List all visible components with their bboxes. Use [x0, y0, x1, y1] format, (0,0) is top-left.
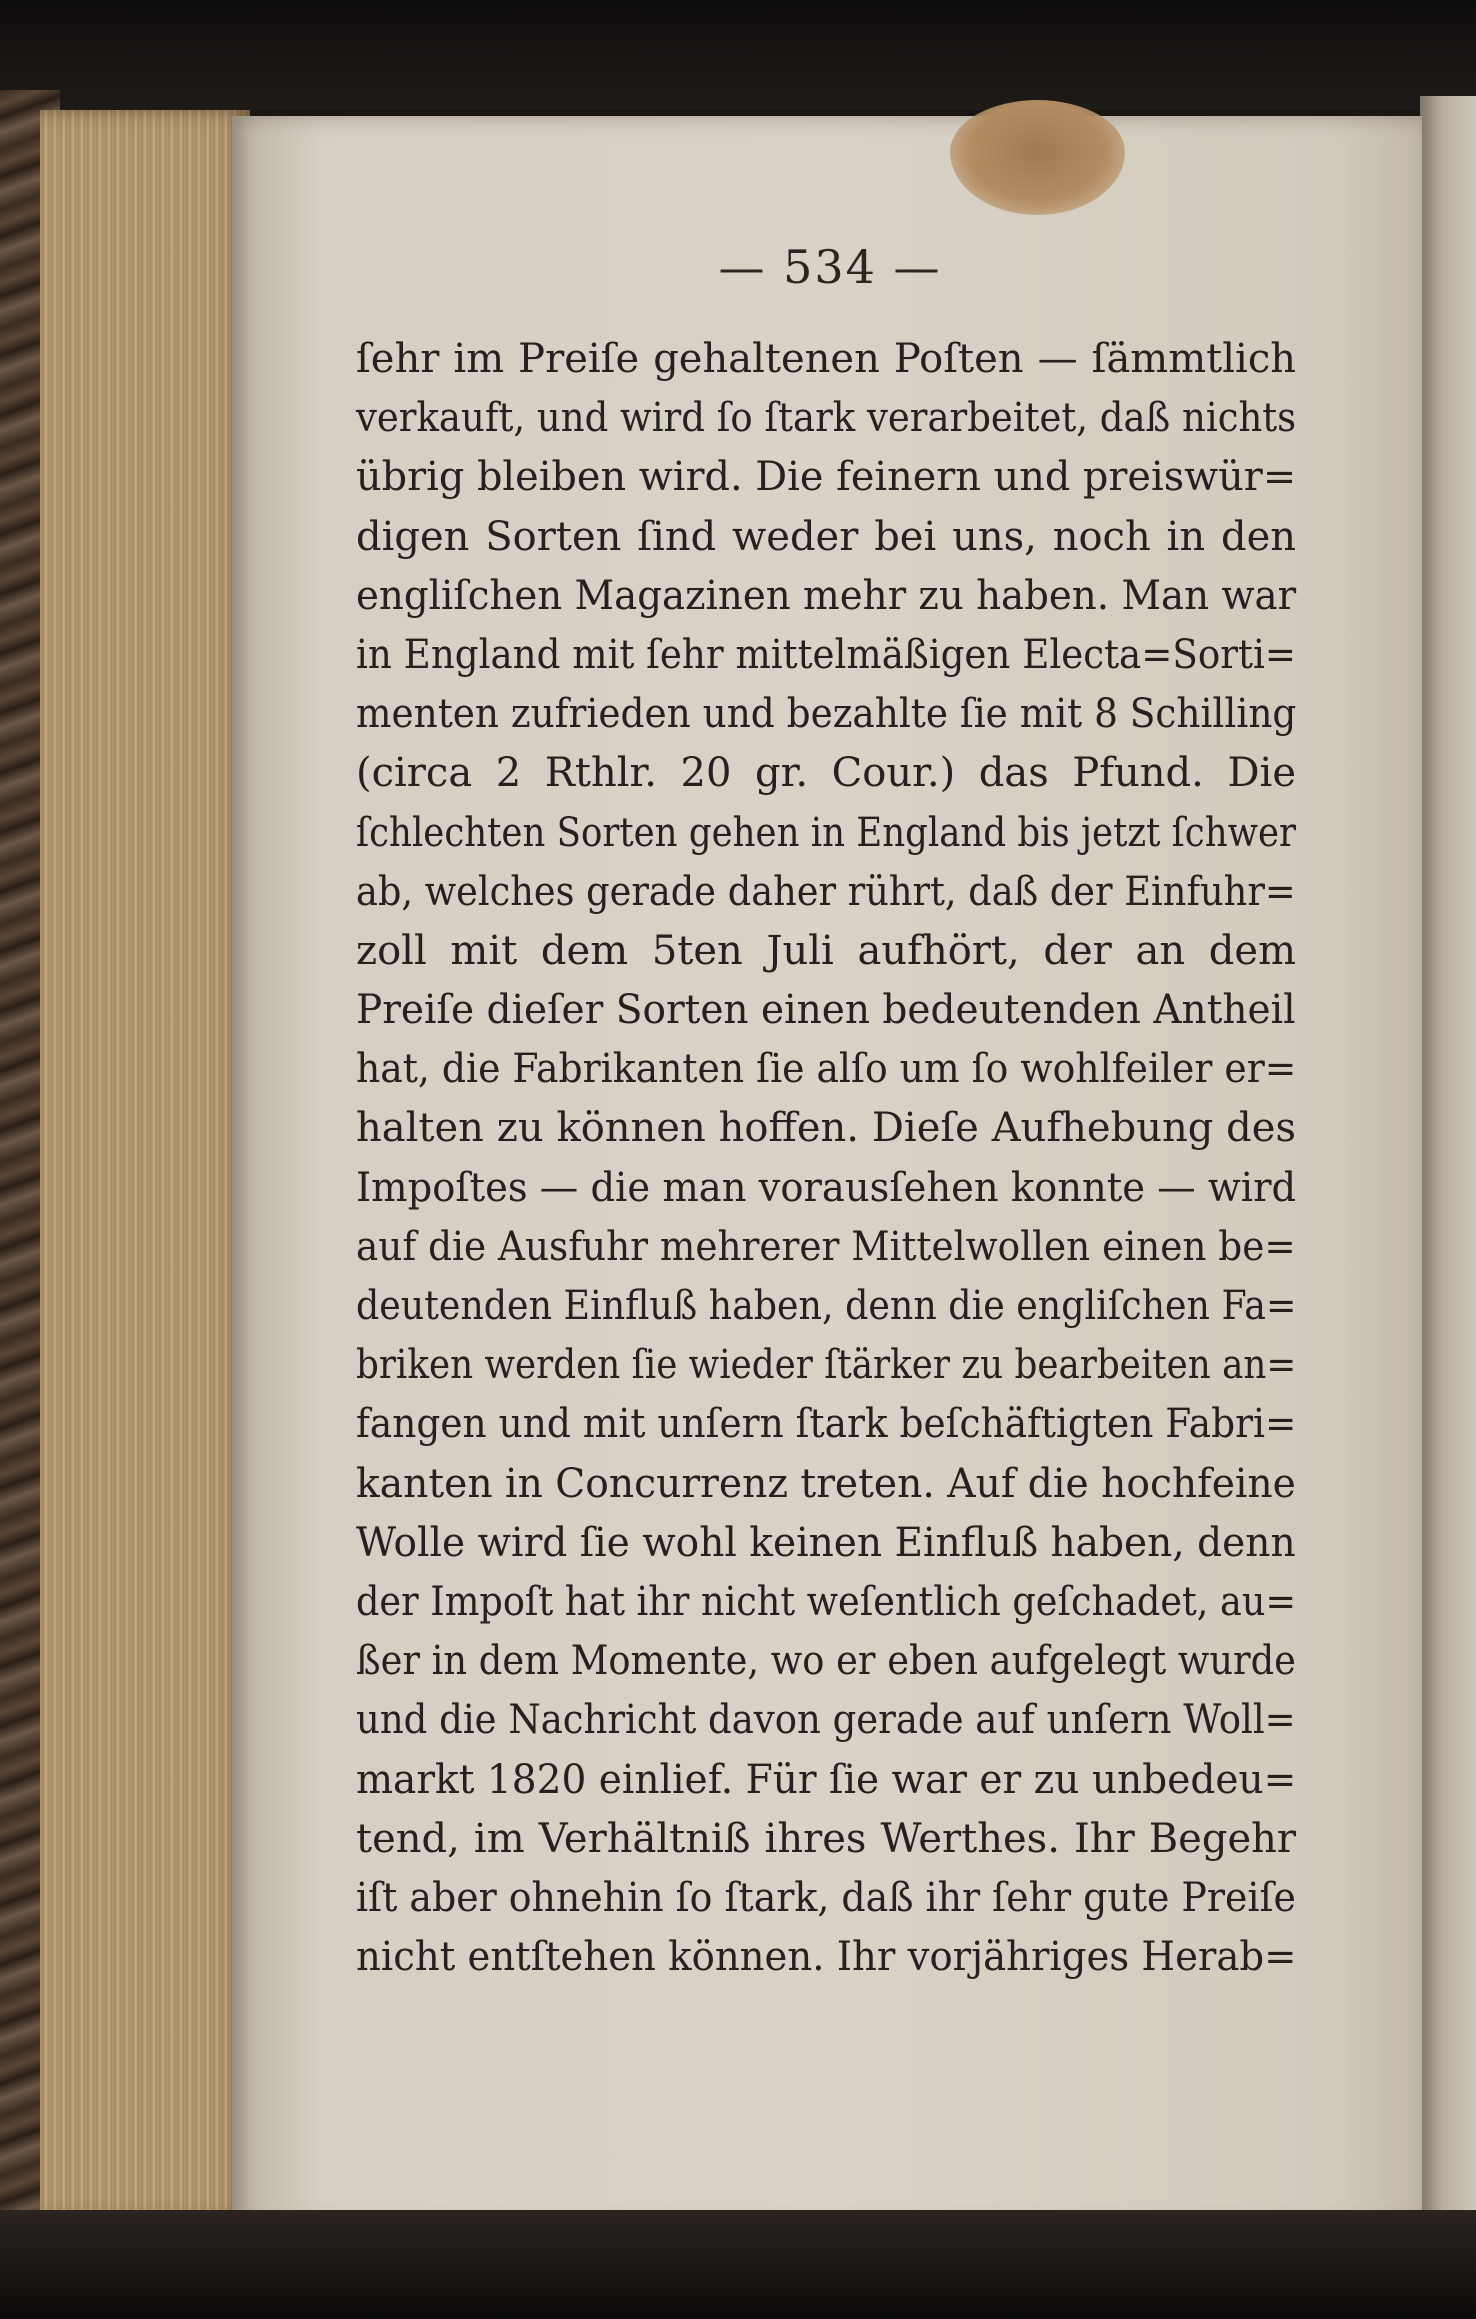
text-line: hat, die Fabrikanten ſie alſo um ſo wohlfeiler er= — [356, 1046, 1297, 1093]
text-line: fangen und mit unſern ſtark beſchäftigten Fabri= — [356, 1401, 1297, 1448]
text-line: der Impoſt hat ihr nicht weſentlich geſchadet, au= — [356, 1578, 1297, 1625]
text-line: übrig bleiben wird. Die feinern und preiswür= — [356, 454, 1297, 501]
text-line: verkauft, und wird ſo ſtark verarbeitet, daß nichts — [356, 395, 1297, 442]
text-line: tend, im Verhältniß ihres Werthes. Ihr Begehr — [356, 1815, 1296, 1862]
text-line: engliſchen Magazinen mehr zu haben. Man war — [356, 572, 1297, 619]
text-line: kanten in Concurrenz treten. Auf die hochfeine — [356, 1460, 1296, 1507]
text-line: briken werden ſie wieder ſtärker zu bearbeiten an= — [356, 1342, 1297, 1389]
text-line: Preiſe dieſer Sorten einen bedeutenden Antheil — [356, 987, 1296, 1034]
text-line: ſehr im Preiſe gehaltenen Poſten — ſämmtlich — [356, 336, 1296, 382]
text-line: ßer in dem Momente, wo er eben aufgelegt wurde — [356, 1638, 1296, 1685]
top-shadow — [0, 0, 1476, 110]
text-line: menten zufrieden und bezahlte ſie mit 8 Schilling — [356, 691, 1297, 738]
text-line: nicht entſtehen können. Ihr vorjähriges Herab= — [356, 1934, 1297, 1981]
text-line: zoll mit dem 5ten Juli aufhört, der an dem — [356, 927, 1296, 974]
page-number: — 534 — — [718, 240, 942, 294]
text-line: Wolle wird ſie wohl keinen Einfluß haben, denn — [356, 1519, 1296, 1566]
text-line: ſchlechten Sorten gehen in England bis jetzt ſchwer — [356, 809, 1297, 856]
text-line: auf die Ausfuhr mehrerer Mittelwollen einen be= — [356, 1223, 1296, 1270]
text-line: deutenden Einfluß haben, denn die engliſchen Fa= — [356, 1283, 1297, 1329]
body-text — [356, 330, 1296, 1987]
text-line: iſt aber ohnehin ſo ſtark, daß ihr ſehr gute Preiſe — [356, 1874, 1296, 1921]
text-line: und die Nachricht davon gerade auf unſern Woll= — [356, 1697, 1296, 1744]
bottom-shadow — [0, 2210, 1476, 2319]
text-line: halten zu können hoffen. Dieſe Aufhebung des — [356, 1105, 1296, 1152]
text-line: (circa 2 Rthlr. 20 gr. Cour.) das Pfund. Die — [356, 750, 1296, 797]
text-line: markt 1820 einlief. Für ſie war er zu unbedeu= — [356, 1756, 1297, 1803]
text-line: Impoſtes — die man vorausſehen konnte — wird — [356, 1164, 1297, 1211]
text-line: ab, welches gerade daher rührt, daß der Einfuhr= — [356, 868, 1296, 915]
page-edges — [40, 110, 250, 2220]
text-line: digen Sorten ſind weder bei uns, noch in den — [356, 513, 1296, 560]
text-line: in England mit ſehr mittelmäßigen Electa=Sorti= — [356, 631, 1297, 678]
right-page-edge — [1420, 96, 1476, 2246]
